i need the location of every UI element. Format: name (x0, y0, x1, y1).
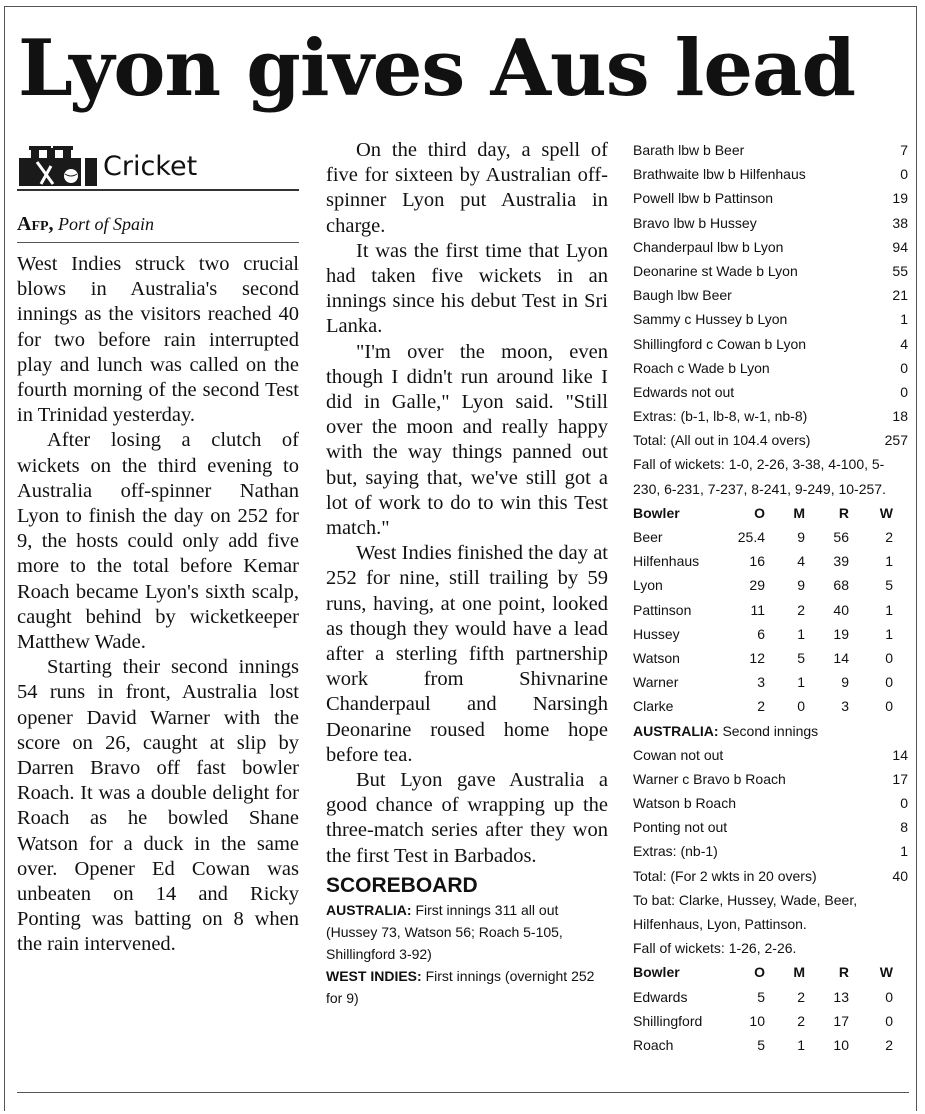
aus-first-innings (326, 899, 608, 965)
innings-label: Second innings (722, 722, 819, 739)
batting-row (633, 138, 908, 162)
team-label: WEST INDIES: (326, 967, 422, 984)
m-header: M (793, 504, 805, 521)
batting-row (633, 186, 908, 210)
bowling-row (633, 622, 908, 646)
bowling-row (633, 985, 908, 1009)
runs: 0 (900, 166, 908, 183)
bowling-r: 19 (833, 625, 849, 642)
bowling-w: 1 (885, 553, 893, 570)
aus-second-innings (633, 719, 908, 743)
bowler-name: Hilfenhaus (633, 553, 700, 570)
bowling-w: 5 (885, 577, 893, 594)
bowling-o: 12 (749, 649, 765, 666)
bowler-name: Beer (633, 529, 663, 546)
runs: 14 (892, 746, 908, 763)
runs: 7 (900, 142, 908, 158)
batter-entry: Roach c Wade b Lyon (633, 359, 770, 376)
batting-row (633, 404, 908, 428)
section-header (17, 143, 299, 191)
runs: 40 (892, 867, 908, 884)
bottom-rule (17, 1092, 909, 1093)
r-header: R (838, 504, 849, 521)
bowler-name: Hussey (633, 625, 680, 642)
runs: 0 (900, 383, 908, 400)
bowling-r: 40 (833, 601, 849, 618)
column-2 (326, 138, 608, 1009)
runs: 1 (900, 311, 908, 328)
batter-entry: Powell lbw b Pattinson (633, 190, 774, 207)
bowler-name: Edwards (633, 988, 688, 1005)
headline: Lyon gives Aus lead (18, 23, 856, 114)
bowling-m: 5 (797, 649, 805, 666)
paragraph: On the third day, a spell of five for sixteen by Australian off-spinner Lyon put Australia in charge. (326, 139, 608, 237)
batter-entry: Extras: (nb-1) (633, 843, 718, 860)
bowler-name: Clarke (633, 698, 674, 715)
scoreboard-title: SCOREBOARD (326, 873, 478, 897)
batter-entry: Cowan not out (633, 746, 724, 763)
innings-summary: First innings 311 all out (Hussey 73, Watson 56; Roach 5-105, Shillingford 3-92) (326, 901, 563, 962)
batter-entry: Ponting not out (633, 819, 728, 836)
batter-entry: Extras: (b-1, lb-8, w-1, nb-8) (633, 408, 808, 425)
paragraph: But Lyon gave Australia a good chance of wrapping up the three-match series after they won the first Test in Barbados. (326, 769, 608, 867)
wi-fall-of-wickets: Fall of wickets: 1-0, 2-26, 3-38, 4-100, 5-230, 6-231, 7-237, 8-241, 9-249, 10-257. (633, 456, 886, 497)
batting-row (633, 283, 908, 307)
column-3 (633, 138, 908, 1057)
bowler-name: Pattinson (633, 601, 692, 618)
batting-row (633, 162, 908, 186)
aus-fall-of-wickets: Fall of wickets: 1-26, 2-26. (633, 940, 797, 957)
batter-entry: Watson b Roach (633, 795, 736, 812)
runs: 8 (900, 819, 908, 836)
bowling-o: 5 (757, 988, 765, 1005)
bowling-r: 3 (841, 698, 849, 715)
bowling-m: 9 (797, 577, 805, 594)
bowling-w: 1 (885, 625, 893, 642)
bowler-header: Bowler (633, 504, 680, 521)
bowling-w: 2 (885, 1037, 893, 1054)
runs: 21 (892, 287, 908, 304)
bowling-row (633, 1009, 908, 1033)
bowling-row (633, 573, 908, 597)
batting-row (633, 332, 908, 356)
batter-entry: Total: (For 2 wkts in 20 overs) (633, 867, 817, 884)
batting-row (633, 767, 908, 791)
bowling-o: 29 (749, 577, 765, 594)
bowling-row (633, 670, 908, 694)
bowling-m: 2 (797, 988, 805, 1005)
article-body-col1 (17, 252, 299, 958)
bowling-w: 0 (885, 1012, 893, 1029)
bowling-m: 1 (797, 625, 805, 642)
cricket-stumps-icon (17, 144, 99, 188)
bowling-row (633, 525, 908, 549)
runs: 4 (900, 335, 908, 352)
bowling-m: 1 (797, 1037, 805, 1054)
bowling-r: 39 (833, 553, 849, 570)
runs: 94 (892, 238, 908, 255)
bowling-header (633, 501, 908, 525)
paragraph: "I'm over the moon, even though I didn't run around like I did in Galle," Lyon said. "Still over the moon and really happy with the way things panned out but, saying that, we've still got a lot of work to do to win this Test match." (326, 340, 608, 540)
bowling-w: 0 (885, 698, 893, 715)
w-header: W (879, 964, 893, 981)
bowling-m: 2 (797, 601, 805, 618)
batting-row (633, 356, 908, 380)
batting-row (633, 259, 908, 283)
bowler-name: Lyon (633, 577, 663, 594)
batter-entry: Chanderpaul lbw b Lyon (633, 238, 784, 255)
column-1 (17, 143, 299, 958)
bowling-m: 0 (797, 698, 805, 715)
bowling-o: 6 (757, 625, 765, 642)
runs: 55 (892, 262, 908, 279)
bowler-name: Roach (633, 1037, 674, 1054)
bowling-o: 2 (757, 698, 765, 715)
batter-entry: Deonarine st Wade b Lyon (633, 262, 798, 279)
o-header: O (754, 964, 765, 981)
wi-batting-list (633, 138, 908, 452)
r-header: R (838, 964, 849, 981)
wi-bowling-table (633, 960, 908, 1057)
bowling-o: 10 (749, 1012, 765, 1029)
runs: 38 (892, 214, 908, 231)
team-label: AUSTRALIA: (326, 901, 412, 918)
batter-entry: Edwards not out (633, 383, 735, 400)
aus-batting-list (633, 743, 908, 888)
bowling-w: 2 (885, 529, 893, 546)
m-header: M (793, 964, 805, 981)
bowling-r: 56 (833, 529, 849, 546)
byline-place: Port of Spain (58, 214, 155, 234)
batter-entry: Warner c Bravo b Roach (633, 770, 786, 787)
runs: 257 (884, 432, 908, 449)
bowling-o: 11 (750, 601, 765, 618)
to-bat: To bat: Clarke, Hussey, Wade, Beer, Hilfenhaus, Lyon, Pattinson. (633, 891, 858, 933)
runs: 1 (900, 843, 908, 860)
runs: 18 (892, 408, 908, 425)
paragraph: West Indies struck two crucial blows in Australia's second innings as the visitors reached 40 for two before rain interrupted play and lunch was called on the fourth morning of the second Test in Trinidad yesterday. (17, 253, 299, 427)
bowler-name: Shillingford (633, 1012, 703, 1029)
runs: 19 (892, 190, 908, 207)
aus-bowling-table (633, 501, 908, 719)
byline (17, 213, 299, 243)
bowling-w: 0 (885, 988, 893, 1005)
batter-entry: Barath lbw b Beer (633, 142, 745, 158)
bowling-r: 9 (841, 674, 849, 691)
bowling-o: 5 (757, 1037, 765, 1054)
bowling-o: 16 (749, 553, 765, 570)
innings-summary: First innings (overnight 252 for 9) (326, 967, 595, 1006)
byline-agency: Afp, (17, 213, 54, 235)
runs: 17 (892, 770, 908, 787)
bowling-w: 0 (885, 649, 893, 666)
runs: 0 (900, 359, 908, 376)
bowling-r: 14 (833, 649, 849, 666)
bowler-name: Warner (633, 674, 679, 691)
bowling-row (633, 694, 908, 718)
bowling-o: 3 (757, 674, 765, 691)
bowling-r: 10 (833, 1037, 849, 1054)
bowling-r: 13 (833, 988, 849, 1005)
batting-row (633, 307, 908, 331)
bowling-header (633, 960, 908, 984)
bowler-name: Watson (633, 649, 680, 666)
bowling-o: 25.4 (737, 529, 765, 546)
batting-row (633, 791, 908, 815)
article-body-col2 (326, 138, 608, 869)
bowling-m: 2 (797, 1012, 805, 1029)
bowling-w: 0 (885, 674, 893, 691)
bowling-row (633, 549, 908, 573)
batting-row (633, 743, 908, 767)
batter-entry: Bravo lbw b Hussey (633, 214, 757, 231)
bowling-row (633, 598, 908, 622)
runs: 0 (900, 795, 908, 812)
section-label: Cricket (103, 150, 198, 182)
batter-entry: Baugh lbw Beer (633, 287, 732, 304)
batting-row (633, 211, 908, 235)
bowling-w: 1 (885, 601, 893, 618)
batting-row (633, 428, 908, 452)
bowling-r: 68 (833, 577, 849, 594)
batting-row (633, 839, 908, 863)
batting-row (633, 815, 908, 839)
bowling-m: 9 (797, 529, 805, 546)
bowling-r: 17 (833, 1012, 849, 1029)
bowling-m: 4 (797, 553, 805, 570)
paragraph: After losing a clutch of wickets on the third evening to Australia off-spinner Nathan Lyon to finish the day on 252 for 9, the hosts could only add five more to the total before Kemar Roach became Lyon's sixth scalp, caught behind by wicketkeeper Matthew Wade. (17, 429, 299, 654)
batter-entry: Shillingford c Cowan b Lyon (633, 335, 807, 352)
bowling-row (633, 1033, 908, 1057)
batting-row (633, 235, 908, 259)
paragraph: Starting their second innings 54 runs in front, Australia lost opener David Warner with the score on 26, caught at slip by Darren Bravo off fast bowler Roach. It was a double delight for Roach as he bowled Shane Watson for a duck in the same over. Opener Ed Cowan was unbeaten on 14 and Ricky Ponting was batting on 8 when the rain intervened. (17, 656, 299, 956)
paragraph: It was the first time that Lyon had taken five wickets in an innings since his debut Test in Sri Lanka. (326, 239, 608, 338)
batter-entry: Total: (All out in 104.4 overs) (633, 432, 811, 449)
o-header: O (754, 504, 765, 521)
bowler-header: Bowler (633, 964, 680, 981)
w-header: W (879, 504, 893, 521)
batting-row (633, 864, 908, 888)
bowling-m: 1 (797, 674, 805, 691)
paragraph: West Indies finished the day at 252 for nine, still trailing by 59 runs, having, at one point, looked as though they would have a lead after a sterling fifth partnership work from Shivnarine Chanderpaul and Narsingh Deonarine roused home hope before tea. (326, 542, 608, 766)
batter-entry: Sammy c Hussey b Lyon (633, 311, 788, 328)
batting-row (633, 380, 908, 404)
wi-first-innings (326, 965, 608, 1009)
bowling-row (633, 646, 908, 670)
batter-entry: Brathwaite lbw b Hilfenhaus (633, 166, 806, 183)
team-label: AUSTRALIA: (633, 722, 719, 739)
